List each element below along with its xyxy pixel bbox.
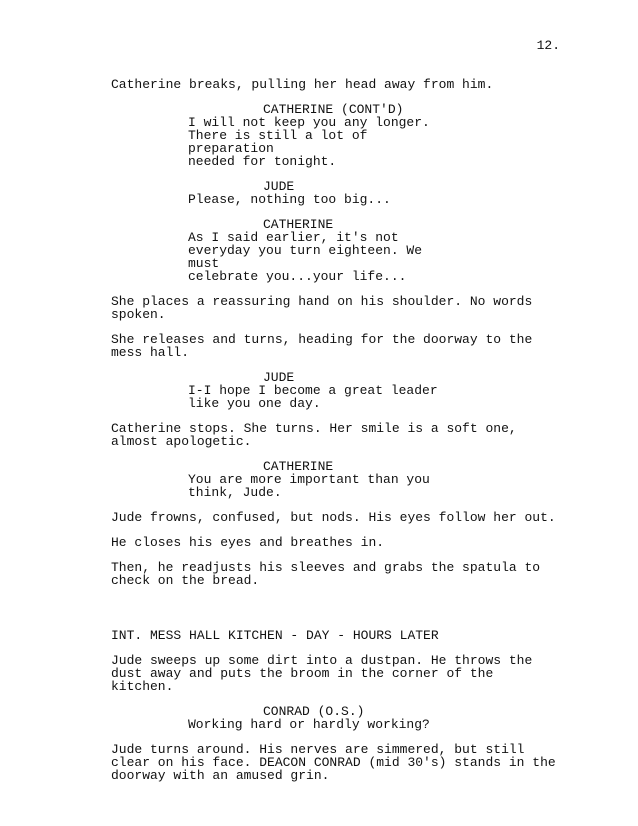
dialogue-block — [111, 180, 561, 206]
character-name: CATHERINE — [263, 217, 334, 232]
action-line: She places a reassuring hand on his shoulder. No words spoken. — [111, 294, 541, 322]
character-name: CATHERINE — [263, 459, 334, 474]
action-line: Jude sweeps up some dirt into a dustpan. He throws the dust away and puts the broom in the corner of the kitchen. — [111, 653, 541, 694]
dialogue-text: I will not keep you any longer. There is still a lot of preparation needed for tonight. — [188, 115, 430, 169]
action-line: Catherine breaks, pulling her head away from him. — [111, 77, 494, 92]
character-name: CATHERINE (CONT'D) — [263, 102, 404, 117]
action-line: Then, he readjusts his sleeves and grabs the spatula to check on the bread. — [111, 560, 548, 588]
dialogue-text: You are more important than you think, Jude. — [188, 472, 430, 500]
character-name: JUDE — [263, 179, 295, 194]
page-number: 12. — [536, 38, 560, 53]
dialogue-text: As I said earlier, it's not everyday you turn eighteen. We must celebrate you...your life... — [188, 230, 423, 284]
action-line: Jude turns around. His nerves are simmered, but still clear on his face. DEACON CONRAD (mid 30's) stands in the doorway with an amused grin. — [111, 742, 564, 783]
scene-heading: INT. MESS HALL KITCHEN - DAY - HOURS LATER — [111, 628, 439, 643]
action-line: Jude frowns, confused, but nods. His eyes follow her out. — [111, 510, 556, 525]
action-line: He closes his eyes and breathes in. — [111, 535, 385, 550]
action-line: Catherine stops. She turns. Her smile is a soft one, almost apologetic. — [111, 421, 525, 449]
dialogue-block — [111, 103, 561, 168]
character-name: CONRAD (O.S.) — [263, 704, 365, 719]
character-name: JUDE — [263, 370, 295, 385]
dialogue-text: I-I hope I become a great leader like you one day. — [188, 383, 438, 411]
screenplay-body — [111, 77, 564, 794]
dialogue-block — [111, 218, 561, 283]
dialogue-text: Please, nothing too big... — [188, 192, 391, 207]
dialogue-block — [111, 460, 561, 499]
action-line: She releases and turns, heading for the doorway to the mess hall. — [111, 332, 541, 360]
dialogue-text: Working hard or hardly working? — [188, 717, 430, 732]
dialogue-block — [111, 705, 561, 731]
dialogue-block — [111, 371, 561, 410]
